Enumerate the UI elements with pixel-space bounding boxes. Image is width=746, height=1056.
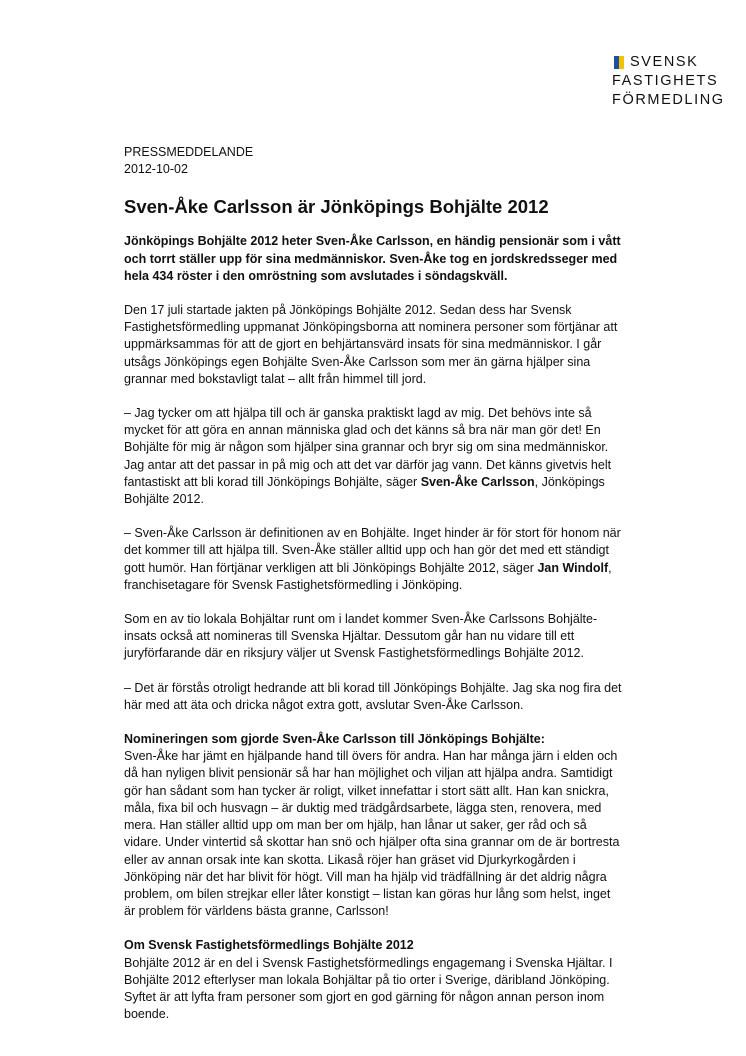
- logo-line-2: FASTIGHETS: [612, 73, 719, 89]
- page-title: Sven-Åke Carlsson är Jönköpings Bohjälte 2012: [124, 196, 549, 218]
- logo-line-3: FÖRMEDLING: [612, 92, 725, 108]
- nomination-heading: Nomineringen som gjorde Sven-Åke Carlsson till Jönköpings Bohjälte:: [124, 732, 545, 747]
- paragraph-2-tail: , Jönköpings Bohjälte 2012.: [124, 474, 605, 507]
- paragraph-2: [124, 405, 624, 508]
- swedish-flag-icon: [614, 56, 624, 69]
- logo-line-1: SVENSK: [630, 54, 699, 70]
- paragraph-1: Den 17 juli startade jakten på Jönköpings Bohjälte 2012. Sedan dess har Svensk Fastighetsförmedling uppmanat Jönköpingsborna att nominera personer som förtjänar att uppmärksammas för att de gjort en behjärtansvärd insats för sina medmänniskor. I går utsågs Jönköpings egen Bohjälte Sven-Åke Carlsson som mer än gärna hjälper sina grannar med bokstavligt talat – allt från himmel till jord.: [124, 303, 618, 386]
- paragraph-3-text: – Sven-Åke Carlsson är definitionen av en Bohjälte. Inget hinder är för stort för honom när det kommer till att hjälpa till. Sven-Åke ställer alltid upp och han gör det med ett ständigt gott humör. Han förtjänar verkligen att bli Jönköpings Bohjälte 2012, säger: [124, 526, 621, 575]
- about-body: Bohjälte 2012 är en del i Svensk Fastighetsförmedlings engagemang i Svenska Hjältar. I Bohjälte 2012 efterlyser man lokala Bohjältar på tio orter i Sverige, däribland Jönköping. Syftet är att lyfta fram personer som gjort en god gärning för någon annan person inom boende.: [124, 955, 613, 1022]
- paragraph-3-tail: , franchisetagare för Svensk Fastighetsförmedling i Jönköping.: [124, 560, 612, 592]
- logo-row-1: [614, 53, 725, 72]
- company-logo: [614, 53, 725, 110]
- paragraph-4: Som en av tio lokala Bohjältar runt om i landet kommer Sven-Åke Carlssons Bohjälte-insats också att nomineras till Svenska Hjältar. Dessutom går han nu vidare till ett juryförfarande där en riksjury väljer ut Svensk Fastighetsförmedlings Bohjälte 2012.: [124, 612, 598, 661]
- lead-paragraph: Jönköpings Bohjälte 2012 heter Sven-Åke Carlsson, en händig pensionär som i vått och torrt ställer upp för sina medmänniskor. Sven-Åke tog en jordskredsseger med hela 434 röster i den omröstning som avslutades i söndagskväll.: [124, 234, 621, 283]
- document-type-label: PRESSMEDDELANDE: [124, 145, 254, 159]
- franchisee-name: Jan Windolf: [537, 560, 609, 575]
- press-release-body: [124, 144, 624, 1023]
- quote-speaker-name: Sven-Åke Carlsson: [420, 474, 535, 489]
- paragraph-2-text: – Jag tycker om att hjälpa till och är ganska praktiskt lagd av mig. Det behövs inte så mycket för att göra en annan människa glad och det känns så bra när man gör det! En Bohjälte för mig är någon som hjälper sina grannar och bryr sig om sina medmänniskor. Jag antar att det passar in på mig och att det var därför jag vann. Det känns givetvis helt fantastiskt att bli korad till Jönköpings Bohjälte, säger: [124, 406, 612, 489]
- about-heading: Om Svensk Fastighetsförmedlings Bohjälte 2012: [124, 938, 414, 953]
- paragraph-3: [124, 525, 624, 594]
- paragraph-5: – Det är förstås otroligt hedrande att bli korad till Jönköpings Bohjälte. Jag ska nog fira det här med att äta och dricka något extra gott, avslutar Sven-Åke Carlsson.: [124, 680, 622, 712]
- nomination-body: Sven-Åke har jämt en hjälpande hand till övers för andra. Han har många järn i elden och då han nyligen blivit pensionär så har han möjlighet och viljan att hjälpa andra. Samtidigt gör han sådant som han tycker är roligt, vilket innefattar i stort sätt allt. Han kan snickra, måla, fixa bil och husvagn – är duktig med trädgårdsarbete, lägga sten, renovera, med mera. Han ställer alltid upp om man ber om hjälp, han lånar ut saker, ger råd och så vidare. Under vintertid så skottar han snö och hjälper ofta sina grannar om de är bortresta eller av annan orsak inte kan skotta. Likaså röjer han gräset vid Djurkyrkogården i Jönköping när det har blivit för högt. Vill man ha hjälp vid trädfällning är det aldrig några problem, om bilen strejkar eller låter konstigt – listan kan göras hur lång som helst, inget är problem för världens bästa granne, Carlsson!: [124, 749, 620, 919]
- release-date: 2012-10-02: [124, 162, 188, 177]
